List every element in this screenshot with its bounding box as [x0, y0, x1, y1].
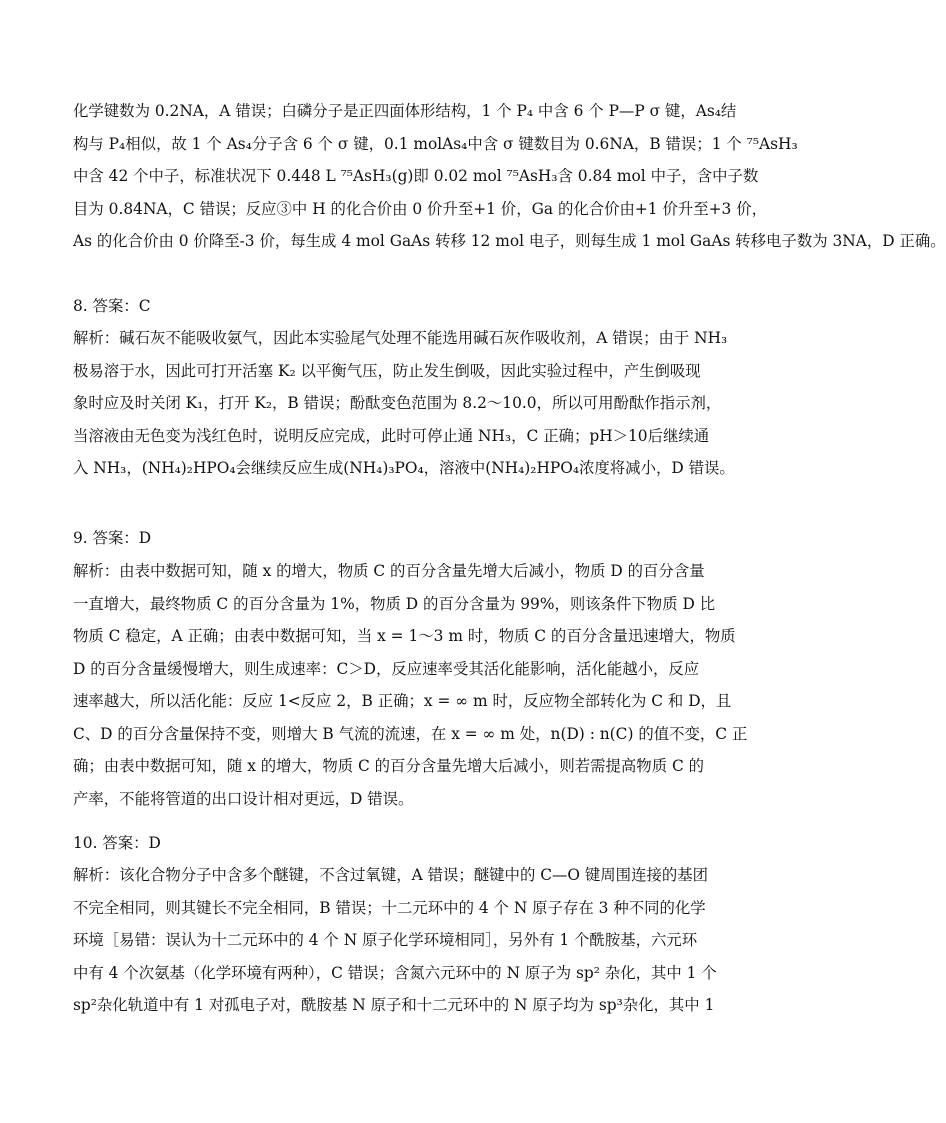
text-line: 中含 42 个中子，标准状况下 0.448 L ⁷⁵AsH₃(g)即 0.02 mol ⁷⁵AsH₃含 0.84 mol 中子，含中子数	[73, 167, 759, 185]
text-line: 产率，不能将管道的出口设计相对更远，D 错误。	[73, 789, 414, 808]
text-line: 不完全相同，则其键长不完全相同，B 错误；十二元环中的 4 个 N 原子存在 3 种不同的化学	[73, 898, 706, 917]
q10-answer-heading: 10. 答案：D	[73, 834, 161, 852]
text-line: 中有 4 个次氨基（化学环境有两种），C 错误；含氮六元环中的 N 原子为 sp² 杂化，其中 1 个	[73, 963, 717, 982]
text-line: 象时应及时关闭 K₁，打开 K₂，B 错误；酚酞变色范围为 8.2～10.0，所以可用酚酞作指示剂，	[73, 394, 722, 412]
text-line: 解析：碱石灰不能吸收氨气，因此本实验尾气处理不能选用碱石灰作吸收剂，A 错误；由于 NH₃	[73, 329, 728, 347]
q10-explanation	[73, 859, 721, 1022]
text-line: 物质 C 稳定，A 正确；由表中数据可知，当 x = 1～3 m 时，物质 C 的百分含量迅速增大，物质	[73, 627, 736, 645]
text-line: 确；由表中数据可知，随 x 的增大，物质 C 的百分含量先增大后减小，则若需提高物质 C 的	[73, 757, 705, 775]
text-line: 构与 P₄相似，故 1 个 As₄分子含 6 个 σ 键，0.1 molAs₄中含 σ 键数目为 0.6NA，B 错误；1 个 ⁷⁵AsH₃	[73, 134, 798, 153]
q9-explanation	[73, 555, 748, 815]
text-line: 一直增大，最终物质 C 的百分含量为 1%，物质 D 的百分含量为 99%，则该条件下物质 D 比	[73, 594, 716, 613]
q8-explanation	[73, 322, 735, 485]
text-line: 入 NH₃，(NH₄)₂HPO₄会继续反应生成(NH₄)₃PO₄，溶液中(NH₄)₂HPO₄浓度将减小，D 错误。	[73, 459, 735, 477]
text-line: As 的化合价由 0 价降至-3 价，每生成 4 mol GaAs 转移 12 mol 电子，则每生成 1 mol GaAs 转移电子数为 3NA，D 正确。	[73, 232, 946, 250]
q9-answer-heading: 9. 答案：D	[73, 529, 152, 547]
text-line: D 的百分含量缓慢增大，则生成速率：C＞D，反应速率受其活化能影响，活化能越小，反应	[73, 659, 700, 678]
text-line: 解析：该化合物分子中含多个醚键，不含过氧键，A 错误；醚键中的 C—O 键周围连接的基团	[73, 866, 709, 884]
q7-explanation-continued	[73, 95, 946, 258]
text-line: 当溶液由无色变为浅红色时，说明反应完成，此时可停止通 NH₃，C 正确；pH＞10后继续通	[73, 426, 710, 445]
text-line: C、D 的百分含量保持不变，则增大 B 气流的流速，在 x = ∞ m 处，n(D) : n(C) 的值不变，C 正	[73, 724, 748, 743]
text-line: 化学键数为 0.2NA，A 错误；白磷分子是正四面体形结构，1 个 P₄ 中含 6 个 P—P σ 键，As₄结	[73, 102, 737, 120]
text-line: 环境［易错：误认为十二元环中的 4 个 N 原子化学环境相同］，另外有 1 个酰胺基，六元环	[73, 931, 698, 949]
text-line: 解析：由表中数据可知，随 x 的增大，物质 C 的百分含量先增大后减小，物质 D 的百分含量	[73, 562, 705, 580]
text-line: 速率越大，所以活化能：反应 1<反应 2，B 正确；x = ∞ m 时，反应物全部转化为 C 和 D，且	[73, 692, 732, 710]
q8-answer-heading: 8. 答案：C	[73, 297, 151, 315]
text-line: 目为 0.84NA，C 错误；反应③中 H 的化合价由 0 价升至+1 价，Ga 的化合价由+1 价升至+3 价，	[73, 199, 768, 218]
text-line: 极易溶于水，因此可打开活塞 K₂ 以平衡气压，防止发生倒吸，因此实验过程中，产生倒吸现	[73, 361, 701, 380]
text-line: sp²杂化轨道中有 1 对孤电子对，酰胺基 N 原子和十二元环中的 N 原子均为 sp³杂化，其中 1	[73, 996, 715, 1014]
